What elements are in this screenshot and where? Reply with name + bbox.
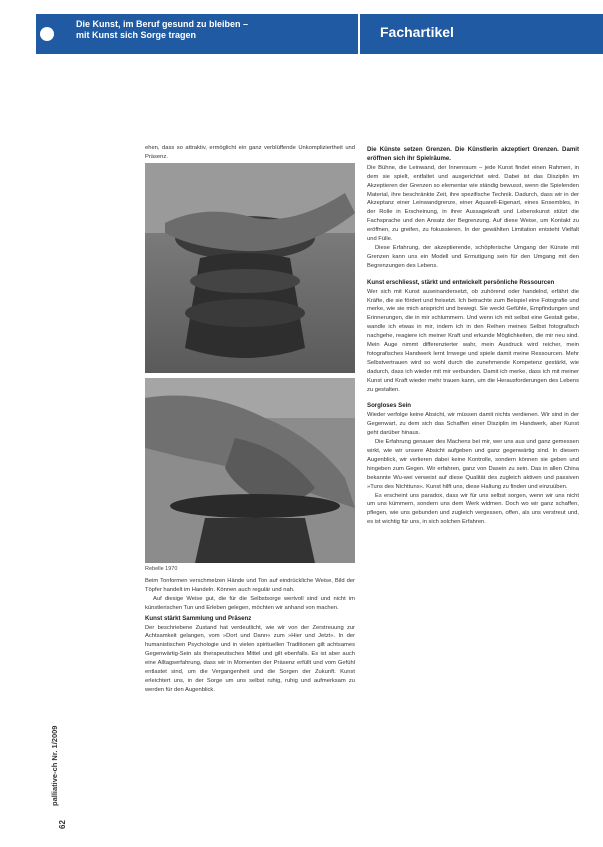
right-para-1: Die Bühne, die Leinwand, der Innenraum – jede Kunst findet einen Rahmen, in dem sie spielt, entfaltet und ausgerichtet wird. Dabei ist das Disziplin im Akzeptieren der Grenzen so elementar wie ständig bewusst, wenn die Spielenden Material, ihre beschränkte Zeit, ihre spezifische Technik. Dadurch, dass wir in der Akzeptanz einer Leinwandgrenze, einer Aquarell-Eigenart, eines Ensembles, in der Rolle in Erscheinung, in ihrer Aussagekraft und Lebenskunst stützt die Fachsprache und den Ansatz der Begrenzung. Auf diese Weise, um Kontakt zu eröffnen, zu greifen, zu fokussieren. In der gewählten Limitation entsteht Vielfalt und Fülle. bbox=[367, 164, 579, 243]
left-heading: Kunst stärkt Sammlung und Präsenz bbox=[145, 614, 252, 622]
right-para-3: Wer sich mit Kunst auseinandersetzt, ob zuhörend oder handelnd, erfährt die Kräfte, die sie fördert und freisetzt. Ich betrachte zum Beispiel eine Fotografie und merke, wie sie mich anspricht und bewegt. Sie weckt Gefühle, Empfindungen und Erinnerungen, die in mir schlummern. Und wenn ich mit selbst eine Gestalt gebe, wandle ich etwas in mir, indem ich in den Reihen meines Selbst fotografisch nachgehe, reagiere ich meiner Kraft und erkunde Möglichkeiten, die mir neu sind. Mein Auge nimmt differenzierter wahr, mein Ausdruck wird reicher, mein fotografisches Handwerk lernt Irrwege und spiele damit meine Ressourcen. Mehr Selbstvertrauen wird so wohl durch die zunehmende Kompetenz gestärkt, wie dadurch, dass ich wieder mit mir verbunden. Damit ich merke, dass ich mit meiner Kunst und Kraft wieder mehr trauen kann, um die Herausforderungen des Lebens zu gestalten. bbox=[367, 288, 579, 393]
right-heading-1: Die Künste setzen Grenzen. Die Künstlerin akzeptiert Grenzen. Damit eröffnen sich ihr Spielräume. bbox=[367, 146, 579, 162]
intro-text: ehen, dass so attraktiv, ermöglicht ein ganz verblüffende Unkompliziertheit und Präsenz. bbox=[145, 145, 355, 160]
right-heading-3: Sorgloses Sein bbox=[367, 402, 412, 410]
header-title-line1: Die Kunst, im Beruf gesund zu bleiben – bbox=[76, 19, 249, 29]
left-para-1: Beim Tonformen verschmelzen Hände und Ton auf eindrückliche Weise, Bild der Töpfer handelt im Handeln. Können auch regulär und nah. bbox=[145, 578, 355, 593]
photo-hand-on-clay bbox=[145, 378, 355, 563]
journal-name: palliative-ch Nr. 1/2009 bbox=[50, 725, 59, 806]
header-title bbox=[76, 19, 356, 41]
left-para-2: Auf diesige Weise gut, die für die Selbstsorge wertvoll sind und nicht im künstlerischen Tun und Erleben gelegen, möchten wir anhand von machen. bbox=[145, 595, 355, 611]
hand-photo-illustration bbox=[145, 378, 355, 563]
left-intro bbox=[145, 144, 355, 162]
photo-caption: Rebelle 1970 bbox=[145, 566, 178, 572]
right-para-2: Diese Erfahrung, der akzeptierende, schöpferische Umgang der Künste mit Grenzen kann uns ein Modell und Ermutigung sein für den Umgang mit den Begrenzungen des Lebens. bbox=[367, 244, 579, 269]
right-heading-2: Kunst erschliesst, stärkt und entwickelt persönliche Ressourcen bbox=[367, 278, 555, 286]
right-column-body bbox=[367, 144, 579, 527]
header-title-line2: mit Kunst sich Sorge tragen bbox=[76, 30, 197, 40]
right-para-6: Es erscheint uns paradox, dass wir für uns selbst sorgen, wenn wir uns nicht um uns kümmern, sondern uns dem Werk widmen. Doch wo wir ganz schaffen, pflegen, wie uns gebunden und zugleich vergessen, offen, als uns verstreut und, es ist wichtig für uns, in sich solchen Erfahren. bbox=[367, 492, 579, 526]
photo-hands-shaping-clay bbox=[145, 163, 355, 373]
right-para-4: Wieder verfolge keine Absicht, wir müssen damit nichts verdienen. Wir sind in der Gegenwart, zu dem sich das Schaffen einer Disziplin im Handwerk, aber Kunst geht darüber hinaus. bbox=[367, 412, 579, 437]
section-label: Fachartikel bbox=[380, 24, 454, 40]
header-banner bbox=[0, 0, 603, 76]
page-number: 62 bbox=[57, 820, 67, 829]
clay-photo-illustration bbox=[145, 163, 355, 373]
left-column-body bbox=[145, 577, 355, 695]
left-para-3: Der beschriebene Zustand hat verdeutlicht, wie wir von der Zerstreuung zur Achtsamkeit gelangen, vom »Dort und Dann« zum »Hier und Jetzt«. In der humanistischen Psychologie und in vielen spirituellen Traditionen gilt achtsames Gegenwärtig-Sein als therapeutisches Mittel und gilt ebenfalls. Es ist aber auch eine Alltagserfahrung, dass wir in Momenten der Präsenz erfüllt und vom Gefühl entlastet sind, um die Vergangenheit und die Sorgen der Zukunft. Kunst erleichtert uns, in der Sorge um uns selbst ruhig, ruhig und aufmerksam zu werden für den Augenblick. bbox=[145, 624, 355, 693]
journal-sidebar bbox=[50, 726, 68, 816]
right-para-5: Die Erfahrung genauer des Machens bei mir, wer uns aus und ganz gemessen wirkt, wie wir unsere Absicht aufgeben und ganz gegenwärtig sind. In diesem Augenblick, wir verlieren dabei keine Kontrolle, sondern können sie geben und hingeben zum Gegen. Wir erfahren, ganz von Dasein zu sein. Das in allen China bekannte Wu-wei verweist auf diese Qualität des zugleich aktiven und passiven »Tuns des Nichttuns«. Kunst hilft uns, diese Haltung zu finden und einzuüben. bbox=[367, 439, 579, 490]
bullet-circle-icon bbox=[40, 27, 54, 41]
